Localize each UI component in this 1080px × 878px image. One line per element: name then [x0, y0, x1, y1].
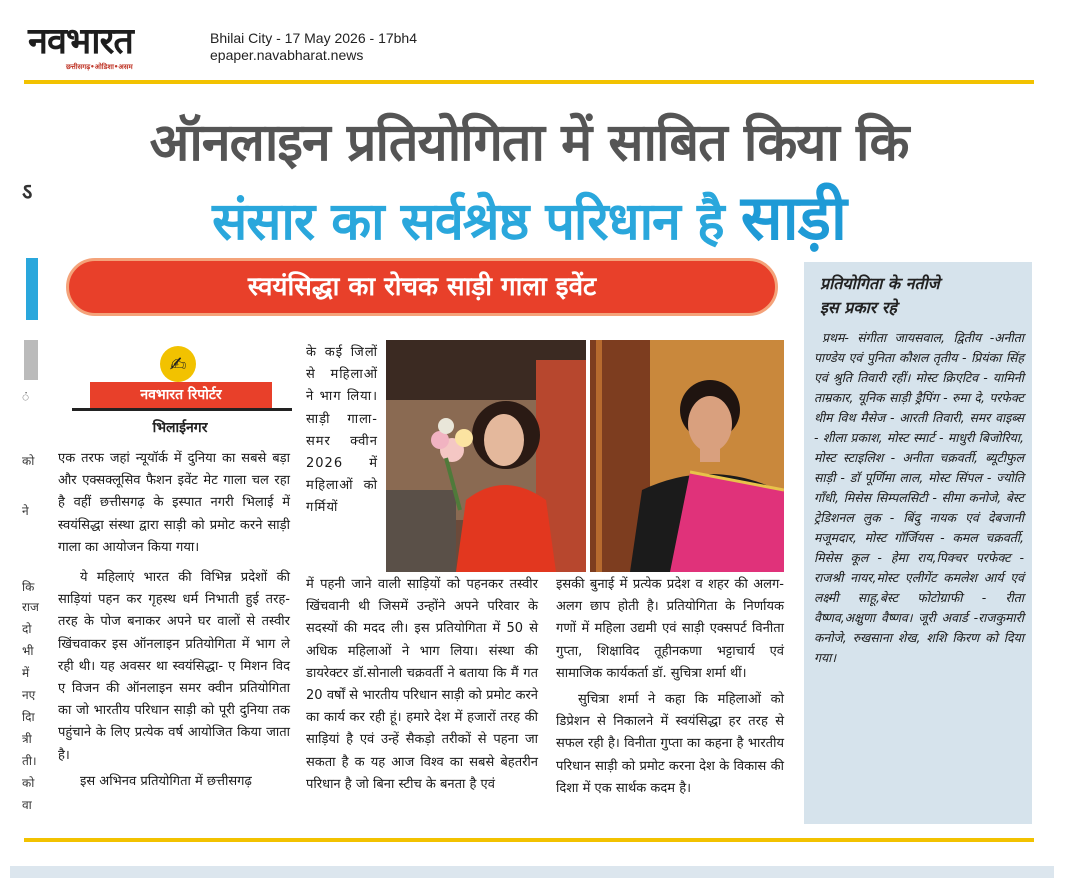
- bottom-rule: [24, 838, 1034, 842]
- adjacent-page-fragment: भी: [22, 644, 34, 658]
- sidebar-results-text: प्रथम- संगीता जायसवाल, द्वितीय -अनीता पाण्डेय एवं पुनिता कौशल तृतीय - प्रियंका सिंह एवं श्रुति तिवारी रहीं। मोस्ट क्रिएटिव - यामिनी ताम्रकार, यूनिक साड़ी ड्रैपिंग - रुमा दे, परफेक्ट थीम विथ मैसेज - आरती तिवारी, समर वाइब्स - शीला प्रकाश, मोस्ट स्मार्ट - माधुरी बिजोरिया, मोस्ट स्टाइलिश - अनीता चक्रवर्ती, ब्यूटीफुल साड़ी - डॉ पूर्णिमा लाल, मोस्ट सिंपल - ज्योति गाँधी, मिसेस सिम्पलसिटी - सीमा कनोजे, बेस्ट ट्रेडिशनल लुक - बिंदु नायक एवं देबजानी मजूमदार, मोस्ट गॉर्जियस - कमल चक्रवर्ती, मिसेस कूल - हेमा राय,पिक्चर परफेक्ट - राजश्री नायर,मोस्ट एलीगेंट कमलेश आर्य एवं लक्ष्मी साहू,बेस्ट फोटोग्राफी - रीता वैष्णव,अक्षुणा वैष्णव। जूरी अवार्ड -राजकुमारी कनोजे, रुखसाना शेख, शशि किरण को दिया गया।: [814, 330, 1024, 665]
- adjacent-page-fragment: राज: [22, 600, 39, 614]
- footer-band: [10, 866, 1054, 878]
- adjacent-page-fragment: में: [22, 666, 30, 680]
- event-banner-text: स्वयंसिद्धा का रोचक साड़ी गाला इवेंट: [247, 272, 597, 302]
- adjacent-page-fragment: कि: [22, 580, 35, 594]
- article-column-2: में पहनी जाने वाली साड़ियों को पहनकर तस्वीर खिंचवानी थी जिसमें उन्होंने अपने परिवार के सदस्यों की मदद ली। इस प्रतियोगिता में 50 से अधिक महिलाओं ने भाग लिया। संस्था की डायरेक्टर डॉ.सोनाली चक्रवर्ती ने बताया कि मैं गत 20 वर्षों से भारतीय परिधान साड़ी को प्रमोट करने का कार्य कर रही हूं। हमारे देश में हजारों तरह की साड़ियां है एवं उन्हें सैकड़ो तरीकों से पहना जा सकता है क यह आज विश्व का सबसे बेहतरीन परिधान है जो बिना स्टीच के बनता है एवं: [306, 577, 538, 792]
- sidebar-title-line-2: इस प्रकार रहे: [820, 298, 897, 317]
- adjacent-page-fragment: वा: [22, 798, 32, 812]
- article-paragraph: ये महिलाएं भारत की विभिन्न प्रदेशों की साड़ियां पहन कर गृहस्थ धर्म निभाती हुई तरह-तरह के पोज बनाकर अपने घर वालों से तस्वीर खिंचवाकर इस ऑनलाइन प्रतियोगिता में भाग ले रही थी। यह अवसर था स्वयंसिद्धा- ए मिशन विद ए विजन की ऑनलाइन समर क्वीन प्रतियोगिता का जो भारतीय परिधान साड़ी को पूरी दुनिया तक पहुंचाने के लिए प्रत्येक वर्ष आयोजित किया जाता है।: [58, 570, 290, 763]
- adjacent-page-fragment: को: [22, 454, 35, 468]
- adjacent-page-blue-block: [26, 258, 38, 320]
- adjacent-page-fragment: दाि: [22, 710, 35, 724]
- article-paragraph: इसकी बुनाई में प्रत्येक प्रदेश व शहर की अलग-अलग छाप होती है। प्रतियोगिता के निर्णायक गणों में महिला उद्यमी एवं साड़ी एक्सपर्ट विनीता गुप्ता, शिक्षाविद तूहीनकणा भट्टाचार्य एवं सामाजिक कार्यकर्ता डॉ. सुचित्रा शर्मा थीं।: [556, 577, 784, 681]
- article-paragraph: सुचित्रा शर्मा ने कहा कि महिलाओं को डिप्रेशन से निकालने में स्वयंसिद्धा हर तरह से सफल रही है। विनीता गुप्ता का कहना है भारतीय परिधान साड़ी को प्रमोट करना देश के विकास की दिशा में एक सार्थक कदम है।: [556, 692, 784, 796]
- article-column-2-narrow: के कई जिलों से महिलाओं ने भाग लिया। साड़ी गाला-समर क्वीन 2026 में महिलाओं को गर्मियों: [306, 345, 378, 516]
- participant-photo-1: [386, 340, 586, 572]
- participant-photo-2: [590, 340, 784, 572]
- event-banner: [66, 258, 778, 316]
- logo-tagline: छत्तीसगढ़•ओडिशा•असम: [66, 63, 133, 71]
- adjacent-page-fragment: ं: [22, 390, 30, 404]
- article-column-1: [58, 448, 290, 793]
- pen-hand-icon: ✍: [160, 346, 196, 382]
- adjacent-page-fragment: नए: [22, 688, 36, 702]
- adjacent-page-fragment: ती।: [22, 754, 37, 768]
- article-paragraph: इस अभिनव प्रतियोगिता में छत्तीसगढ़: [80, 773, 252, 789]
- adjacent-page-fragment: को: [22, 776, 35, 790]
- results-sidebar: [804, 262, 1032, 824]
- reporter-badge: नवभारत रिपोर्टर: [90, 382, 272, 408]
- headline-line-1: ऑनलाइन प्रतियोगिता में साबित किया कि: [149, 113, 909, 173]
- adjacent-page-fragment: ऽ: [22, 180, 33, 205]
- dateline-city: भिलाईनगर: [152, 420, 208, 436]
- edition-meta: [210, 30, 417, 64]
- headline-line-2-text: संसार का सर्वश्रेष्ठ परिधान है: [212, 192, 724, 252]
- adjacent-page-fragment: दो: [22, 622, 32, 636]
- top-rule: [24, 80, 1034, 84]
- adjacent-page-fragment: त्री: [22, 732, 32, 746]
- adjacent-page-gray-block: [24, 340, 38, 380]
- site-url[interactable]: epaper.navabharat.news: [210, 47, 364, 63]
- newspaper-logo: नवभारत: [28, 21, 133, 62]
- edition-line: Bhilai City - 17 May 2026 - 17bh4: [210, 30, 417, 46]
- sidebar-title-line-1: प्रतियोगिता के नतीजे: [820, 274, 940, 293]
- article-column-3: [556, 574, 784, 800]
- headline-line-2: [24, 182, 1034, 258]
- headline-emphasis: साड़ी: [740, 181, 846, 254]
- article-paragraph: एक तरफ जहां न्यूयॉर्क में दुनिया का सबसे बड़ा और एक्सक्लूसिव फैशन इवेंट मेट गाला चल रहा है वहीं छत्तीसगढ़ के इस्पात नगरी भिलाई में स्वयंसिद्धा संस्था द्वारा साड़ी को प्रमोट करने साड़ी गाला का आयोजन किया गया।: [58, 451, 290, 555]
- byline-rule: [72, 408, 292, 411]
- adjacent-page-fragment: ने: [22, 504, 29, 518]
- sidebar-title: [820, 272, 1020, 320]
